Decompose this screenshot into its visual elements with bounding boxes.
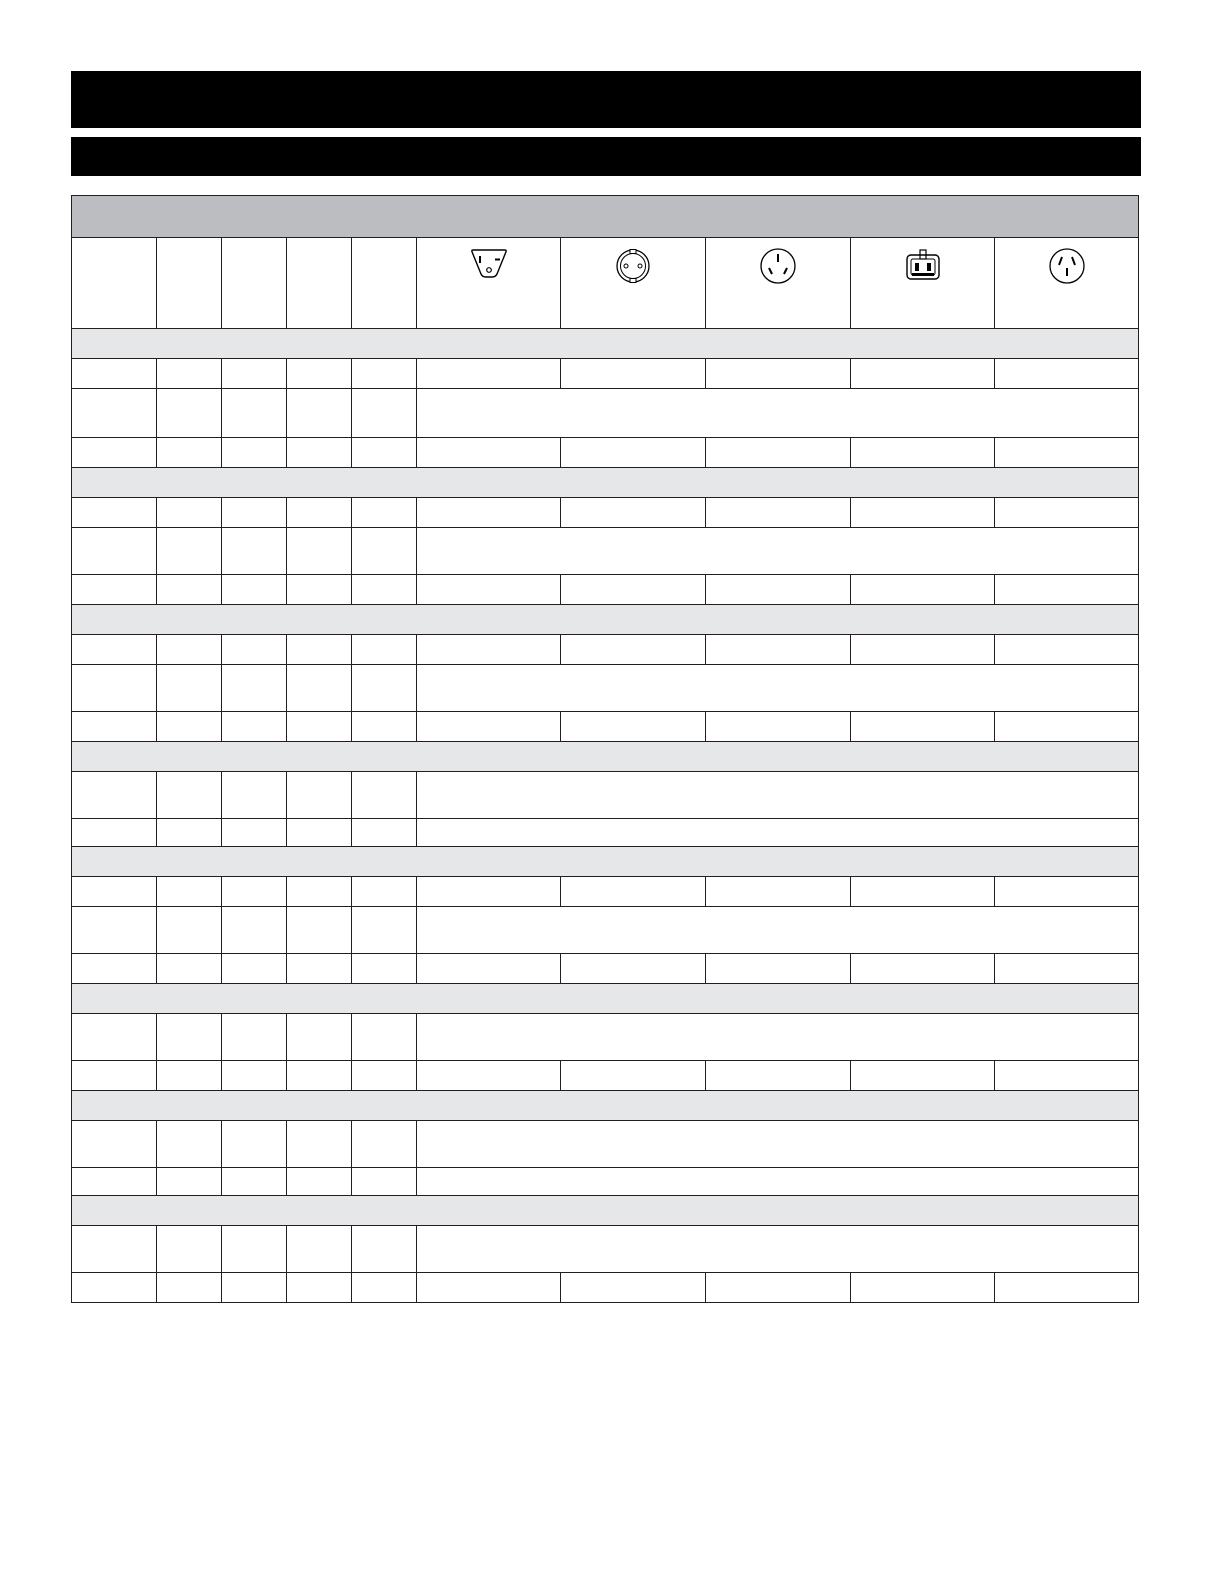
table-cell [287,1014,352,1061]
table-row [72,389,1139,438]
table-cell [222,665,287,712]
table-cell [287,1226,352,1273]
column-header-plug-e [995,238,1139,329]
table-cell [561,954,706,984]
section-header-row [72,605,1139,635]
table-cell [222,528,287,575]
table-cell [72,819,157,847]
table-cell [157,1121,222,1168]
table-cell [417,907,1139,954]
table-row [72,1273,1139,1303]
section-label [72,742,1139,772]
column-header-plug-d [851,238,995,329]
table-cell [995,498,1139,528]
table-cell [287,1121,352,1168]
table-cell [287,772,352,819]
table-cell [222,1226,287,1273]
table-cell [157,389,222,438]
table-cell [72,1168,157,1196]
table-cell [72,438,157,468]
table-cell [157,665,222,712]
table-cell [157,954,222,984]
table-cell [287,712,352,742]
table-cell [706,635,851,665]
table-cell [417,1014,1139,1061]
table-cell [157,772,222,819]
table-cell [706,438,851,468]
section-header-row [72,847,1139,877]
table-cell [851,954,995,984]
table-cell [157,877,222,907]
table-cell [222,907,287,954]
australian-plug-icon [759,247,797,285]
table-cell [561,498,706,528]
table-cell [222,712,287,742]
table-cell [995,1273,1139,1303]
table-cell [287,528,352,575]
table-cell [72,877,157,907]
nema-plug-icon [470,247,508,279]
table-cell [287,575,352,605]
table-row [72,359,1139,389]
table-cell [72,575,157,605]
table-cell [417,819,1139,847]
table-cell [995,877,1139,907]
table-cell [417,389,1139,438]
table-cell [352,907,417,954]
table-cell [287,438,352,468]
table-cell [287,389,352,438]
table-cell [287,907,352,954]
table-cell [417,359,561,389]
table-row [72,1168,1139,1196]
table-cell [72,528,157,575]
table-row [72,819,1139,847]
table-cell [222,877,287,907]
table-cell [417,877,561,907]
column-header-plug-a [417,238,561,329]
table-cell [287,498,352,528]
table-cell [352,877,417,907]
table-cell [352,359,417,389]
table-cell [222,635,287,665]
table-row [72,954,1139,984]
table-cell [157,498,222,528]
table-cell [417,1121,1139,1168]
section-header-row [72,742,1139,772]
table-cell [287,819,352,847]
section-label [72,847,1139,877]
section-label [72,468,1139,498]
table-cell [222,819,287,847]
table-cell [72,907,157,954]
table-cell [157,1273,222,1303]
table-cell [72,772,157,819]
table-cell [851,877,995,907]
table-row [72,1061,1139,1091]
table-cell [851,1061,995,1091]
column-header [157,238,222,329]
table-cell [222,438,287,468]
header-bar [71,71,1141,128]
table-cell [287,665,352,712]
table-cell [561,359,706,389]
table-cell [851,575,995,605]
table-cell [417,1061,561,1091]
table-cell [995,575,1139,605]
table-cell [72,635,157,665]
table-cell [561,877,706,907]
table-cell [417,712,561,742]
section-header-row [72,984,1139,1014]
table-cell [851,712,995,742]
table-cell [417,1168,1139,1196]
table-cell [287,359,352,389]
column-header-plug-b [561,238,706,329]
table-cell [352,635,417,665]
table-cell [72,712,157,742]
table-cell [995,712,1139,742]
table-cell [157,1168,222,1196]
table-cell [222,954,287,984]
table-row [72,665,1139,712]
table-cell [222,1273,287,1303]
table-cell [287,1061,352,1091]
table-cell [706,359,851,389]
table-cell [157,438,222,468]
table-cell [157,1061,222,1091]
table-cell [417,498,561,528]
table-cell [72,389,157,438]
column-header [287,238,352,329]
table-cell [72,1121,157,1168]
table-cell [72,359,157,389]
section-header-row [72,329,1139,359]
table-cell [72,1061,157,1091]
table-cell [417,575,561,605]
table-cell [561,1273,706,1303]
table-cell [417,438,561,468]
table-cell [706,1061,851,1091]
table-row [72,712,1139,742]
table-cell [157,1014,222,1061]
table-cell [851,635,995,665]
table-cell [561,438,706,468]
table-cell [417,635,561,665]
column-header-plug-c [706,238,851,329]
table-cell [287,877,352,907]
table-cell [157,528,222,575]
table-cell [157,819,222,847]
table-cell [561,1061,706,1091]
section-label [72,605,1139,635]
table-cell [72,665,157,712]
table-cell [417,1273,561,1303]
table-cell [72,1014,157,1061]
table-cell [352,1168,417,1196]
table-row [72,575,1139,605]
table-row [72,438,1139,468]
table-cell [222,1014,287,1061]
table-cell [417,528,1139,575]
table-cell [222,498,287,528]
uk-plug-icon [904,247,942,281]
table-row [72,635,1139,665]
schuko-plug-icon [614,247,652,285]
table-cell [72,498,157,528]
table-cell [72,954,157,984]
section-header-row [72,1091,1139,1121]
table-cell [287,635,352,665]
table-cell [352,665,417,712]
column-header [72,238,157,329]
table-cell [222,772,287,819]
table-cell [706,575,851,605]
column-header [222,238,287,329]
table-row [72,1121,1139,1168]
table-row [72,498,1139,528]
table-cell [851,1273,995,1303]
table-cell [157,907,222,954]
table-cell [706,712,851,742]
table-cell [995,635,1139,665]
table-cell [352,1014,417,1061]
table-cell [995,954,1139,984]
table-cell [157,635,222,665]
table-cell [287,954,352,984]
table-cell [287,1168,352,1196]
plug-compatibility-table [71,195,1139,1303]
table-cell [157,1226,222,1273]
table-cell [222,359,287,389]
table-cell [417,665,1139,712]
section-label [72,329,1139,359]
table-title [72,196,1139,238]
table-cell [222,575,287,605]
table-cell [157,575,222,605]
table-cell [222,1168,287,1196]
section-header-row [72,1196,1139,1226]
table-cell [352,389,417,438]
table-cell [561,575,706,605]
section-header-row [72,468,1139,498]
table-cell [706,1273,851,1303]
table-row [72,1014,1139,1061]
table-row [72,907,1139,954]
table-cell [352,819,417,847]
table-cell [352,575,417,605]
table-cell [352,772,417,819]
table-row [72,772,1139,819]
table-cell [222,1061,287,1091]
subheader-bar [71,137,1141,176]
table-cell [417,1226,1139,1273]
table-cell [995,438,1139,468]
table-cell [706,877,851,907]
table-cell [352,498,417,528]
table-cell [352,438,417,468]
table-cell [222,1121,287,1168]
table-cell [352,1226,417,1273]
table-cell [352,528,417,575]
section-label [72,1091,1139,1121]
table-row [72,877,1139,907]
table-cell [995,359,1139,389]
table-cell [561,712,706,742]
table-cell [72,1273,157,1303]
table-cell [851,438,995,468]
section-label [72,1196,1139,1226]
table-cell [157,359,222,389]
table-cell [417,954,561,984]
section-label [72,984,1139,1014]
table-cell [417,772,1139,819]
table-row [72,528,1139,575]
table-cell [851,359,995,389]
table-cell [287,1273,352,1303]
table-cell [352,1121,417,1168]
table-cell [352,954,417,984]
table-row [72,1226,1139,1273]
table-cell [157,712,222,742]
table-cell [222,389,287,438]
table-cell [706,954,851,984]
table-cell [352,712,417,742]
chinese-plug-icon [1048,247,1086,285]
table-cell [995,1061,1139,1091]
table-cell [561,635,706,665]
table-cell [72,1226,157,1273]
table-cell [352,1273,417,1303]
table-cell [851,498,995,528]
table-cell [352,1061,417,1091]
table-cell [706,498,851,528]
column-header [352,238,417,329]
